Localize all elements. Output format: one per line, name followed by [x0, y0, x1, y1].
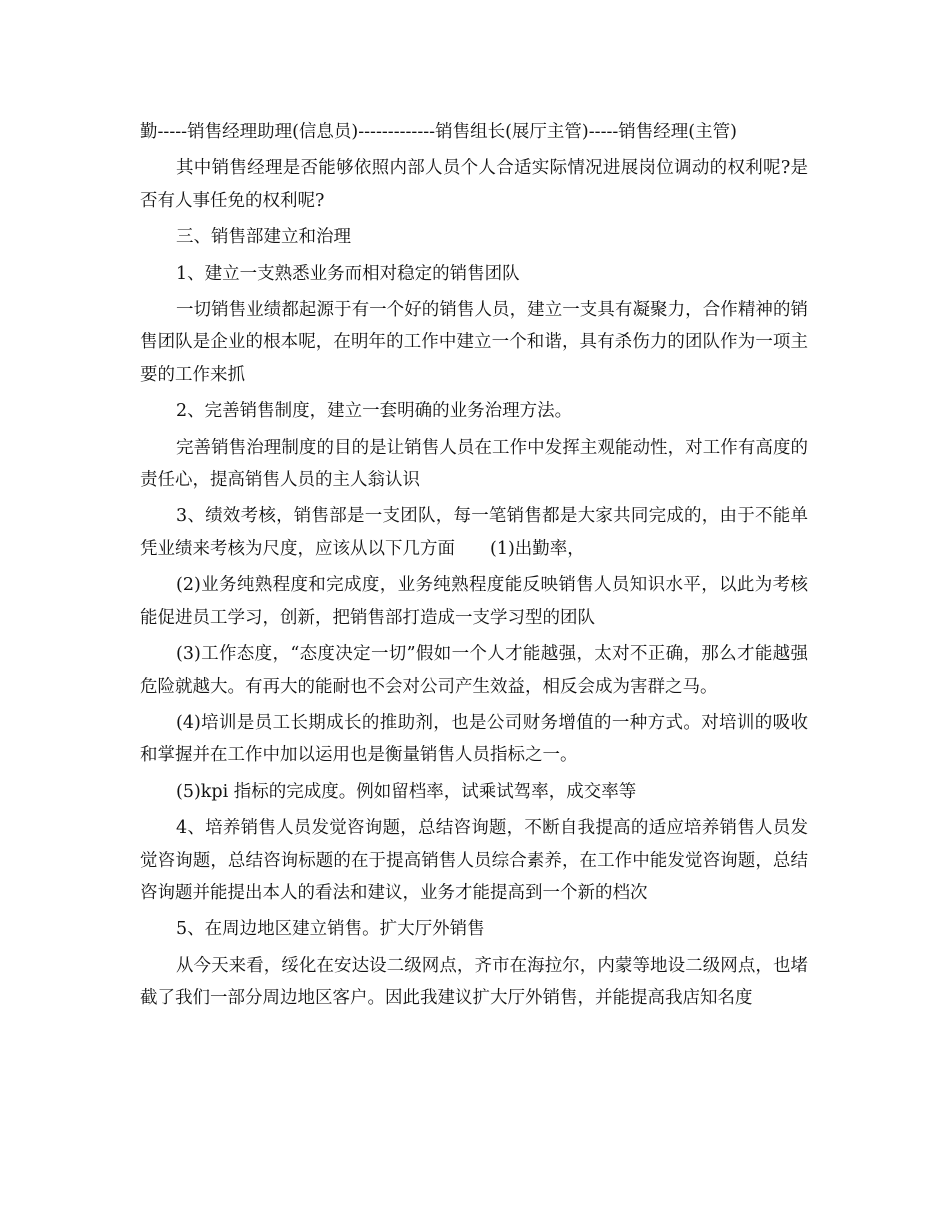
item-heading-5: 5、在周边地区建立销售。扩大厅外销售: [176, 919, 485, 940]
paragraph-item-3-3: (3)工作态度，“态度决定一切”假如一个人才能越强，太对不正确，那么才能越强危险就越大。有再大的能耐也不会对公司产生效益，相反会成为害群之马。: [140, 644, 808, 697]
paragraph-item-4: 4、培养销售人员发觉咨询题，总结咨询题，不断自我提高的适应培养销售人员发觉咨询题，总结咨询标题的在于提高销售人员综合素养，在工作中能发觉咨询题，总结咨询题并能提出本人的看法和建议，业务才能提高到一个新的档次: [140, 818, 808, 903]
item-heading-2: 2、完善销售制度，建立一套明确的业务治理方法。: [176, 401, 573, 422]
paragraph-item-3-5: (5)kpi 指标的完成度。例如留档率，试乘试驾率，成交率等: [176, 781, 637, 802]
paragraph-question: 其中销售经理是否能够依照内部人员个人合适实际情况进展岗位调动的权利呢?是否有人事任免的权利呢?: [140, 158, 808, 211]
paragraph-item-1-body: 一切销售业绩都起源于有一个好的销售人员，建立一支具有凝聚力，合作精神的销售团队是企业的根本呢，在明年的工作中建立一个和谐，具有杀伤力的团队作为一项主要的工作来抓: [140, 300, 808, 385]
paragraph-item-5-body: 从今天来看，绥化在安达设二级网点，齐市在海拉尔，内蒙等地设二级网点，也堵截了我们一部分周边地区客户。因此我建议扩大厅外销售，并能提高我店知名度: [140, 955, 808, 1009]
paragraph-item-3-2: (2)业务纯熟程度和完成度，业务纯熟程度能反映销售人员知识水平，以此为考核能促进员工学习，创新，把销售部打造成一支学习型的团队: [140, 575, 808, 628]
paragraph-item-3-4: (4)培训是员工长期成长的推助剂，也是公司财务增值的一种方式。对培训的吸收和掌握并在工作中加以运用也是衡量销售人员指标之一。: [140, 712, 808, 766]
document-body: [140, 116, 808, 1019]
paragraph-item-3: 3、绩效考核，销售部是一支团队，每一笔销售都是大家共同完成的，由于不能单凭业绩来考核为尺度，应该从以下几方面 (1)出勤率，: [140, 506, 808, 559]
paragraph-item-2-body: 完善销售治理制度的目的是让销售人员在工作中发挥主观能动性，对工作有高度的责任心，提高销售人员的主人翁认识: [140, 437, 808, 491]
section-heading-3: 三、销售部建立和治理: [176, 227, 351, 248]
paragraph-career-path: 勤-----销售经理助理(信息员)-------------销售组长(展厅主管)-----销售经理(主管): [140, 122, 737, 142]
item-heading-1: 1、建立一支熟悉业务而相对稳定的销售团队: [176, 263, 520, 284]
